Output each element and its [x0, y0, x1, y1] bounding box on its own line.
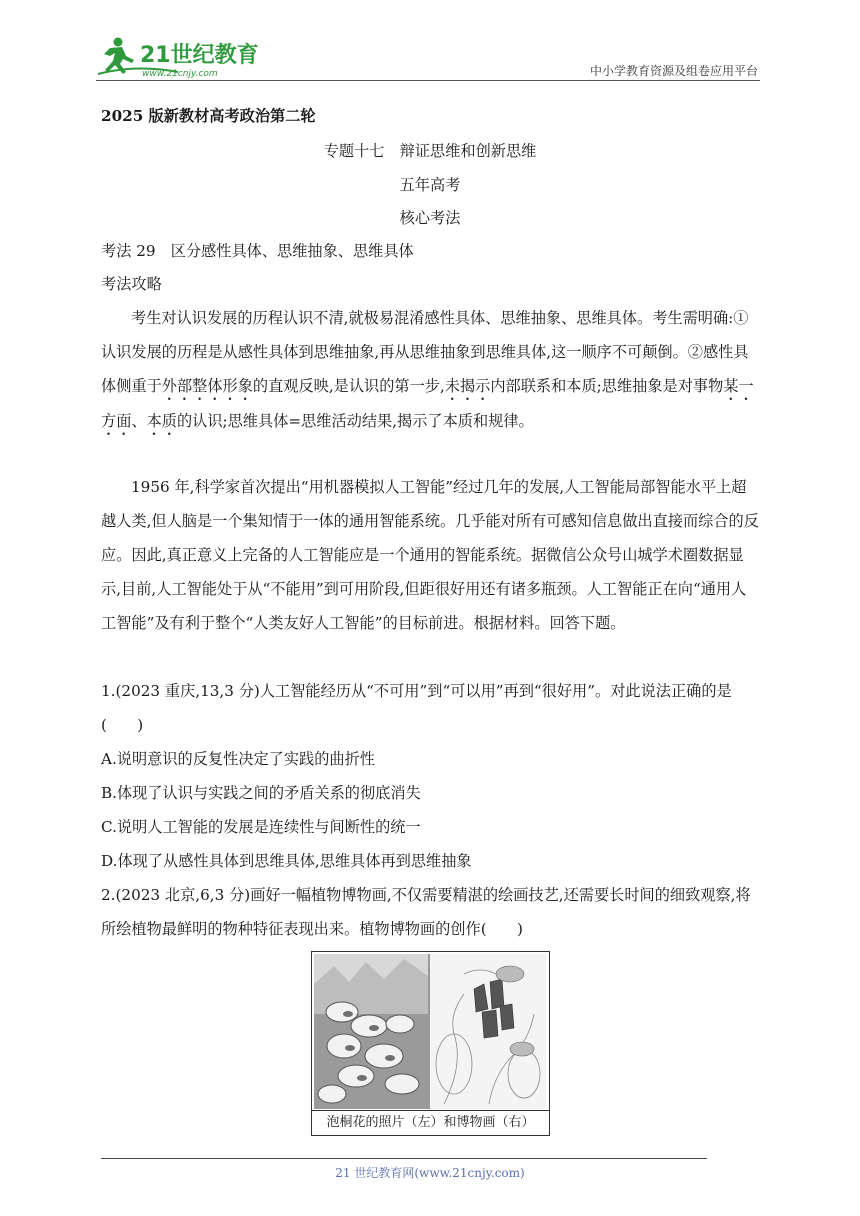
question-2 — [101, 878, 765, 946]
option-c[interactable]: C.说明人工智能的发展是连续性与间断性的统一 — [101, 818, 421, 836]
material-paragraph: 1956 年,科学家首次提出“用机器模拟人工智能”经过几年的发展,人工智能局部智能水平上超越人类,但人脑是一个集知情于一体的通用智能系统。几乎能对所有可感知信息做出直接而综合的反应。因此,真正意义上完备的人工智能应是一个通用的智能系统。据微信公众号山城学术圈数据显示,目前,人工智能处于从“不能用”到可用阶段,但距很好用还有诸多瓶颈。人工智能正在向“通用人工智能”及有利于整个“人类友好人工智能”的目标前进。根据材料。回答下题。 — [101, 478, 759, 632]
strategy-label: 考法攻略 — [101, 275, 162, 293]
paulownia-drawing — [430, 954, 546, 1109]
method-title: 考法 29 区分感性具体、思维抽象、思维具体 — [101, 242, 414, 260]
footer-divider — [101, 1158, 707, 1159]
paulownia-photo — [314, 954, 428, 1109]
topic-title: 专题十七 辩证思维和创新思维 — [323, 142, 537, 160]
figure — [311, 951, 550, 1136]
option-b[interactable]: B.体现了认识与实践之间的矛盾关系的彻底消失 — [101, 784, 421, 802]
page-header — [96, 34, 760, 82]
strategy-paragraph: 考生对认识发展的历程认识不清,就极易混淆感性具体、思维抽象、思维具体。考生需明确:①认识发展的历程是从感性具体到思维抽象,再从思维抽象到思维具体,这一顺序不可颠倒。②感性具体侧重于外部整体形象的直观反映,是认识的第一步,未揭示内部联系和本质;思维抽象是对事物某一方面、本质的认识;思维具体=思维活动结果,揭示了本质和规律。 — [101, 309, 754, 430]
section-title: 五年高考 — [399, 176, 461, 194]
option-d[interactable]: D.体现了从感性具体到思维具体,思维具体再到思维抽象 — [101, 852, 472, 870]
question-stem: 2.(2023 北京,6,3 分)画好一幅植物博物画,不仅需要精湛的绘画技艺,还需要长时间的细致观察,将所绘植物最鲜明的物种特征表现出来。植物博物画的创作( ) — [101, 886, 751, 938]
footer-link[interactable]: 21 世纪教育网(www.21cnjy.com) — [335, 1166, 525, 1180]
series-title: 2025 版新教材高考政治第二轮 — [101, 107, 316, 125]
option-a[interactable]: A.说明意识的反复性决定了实践的曲折性 — [101, 750, 375, 768]
header-divider — [96, 80, 760, 81]
figure-caption: 泡桐花的照片（左）和博物画（右） — [312, 1110, 549, 1135]
logo-url: www.21cnjy.com — [142, 69, 218, 79]
emphasis-text: 某一方面 — [101, 377, 754, 430]
logo-text: 21世纪教育 — [140, 43, 259, 68]
site-logo[interactable] — [96, 34, 266, 80]
subsection-title: 核心考法 — [399, 209, 461, 227]
paulownia-images — [314, 954, 546, 1109]
emphasis-text: 本质 — [146, 412, 177, 430]
question-1 — [101, 674, 765, 878]
site-tagline: 中小学教育资源及组卷应用平台 — [589, 64, 758, 78]
emphasis-text: 未揭示 — [444, 377, 491, 395]
question-stem: 1.(2023 重庆,13,3 分)人工智能经历从“不可用”到“可以用”再到“很好用”。对此说法正确的是( ) — [101, 682, 732, 734]
emphasis-text: 外部整体形象 — [161, 377, 253, 395]
